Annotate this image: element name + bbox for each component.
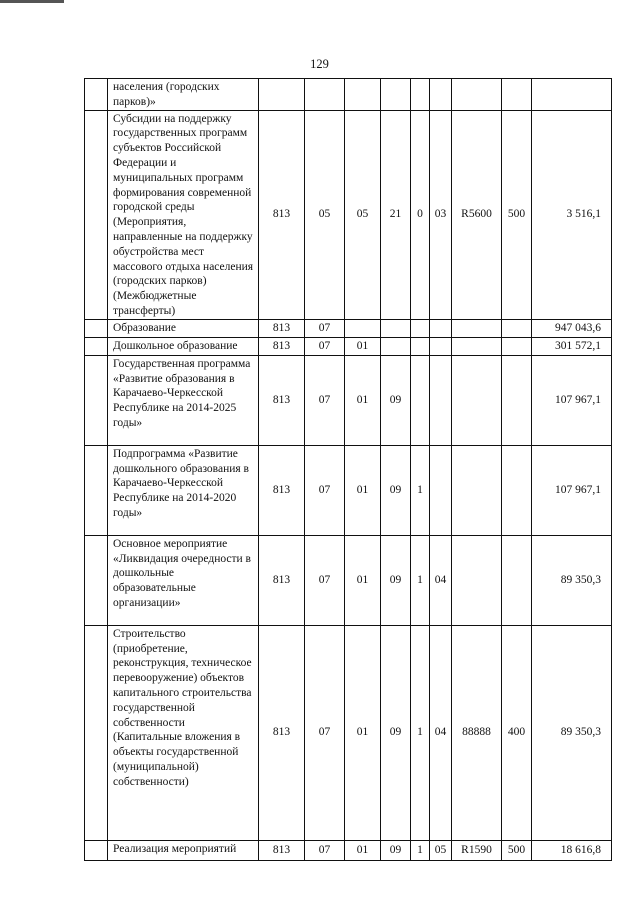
budget-table (84, 78, 612, 861)
program-code-cell (381, 79, 411, 111)
expense-type-cell: 500 (502, 110, 532, 319)
subprogram-code-cell (411, 355, 430, 445)
row-marker-cell (85, 840, 108, 860)
scan-edge-mark (0, 0, 64, 3)
event-code-cell (430, 337, 452, 355)
program-code-cell: 09 (381, 535, 411, 625)
subsection-code-cell (345, 319, 381, 337)
amount-cell: 18 616,8 (532, 840, 612, 860)
section-code-cell (305, 79, 345, 111)
line-item-name: Образование (108, 319, 259, 337)
section-code-cell: 05 (305, 110, 345, 319)
expense-type-cell (502, 535, 532, 625)
program-code-cell (381, 337, 411, 355)
row-marker-cell (85, 445, 108, 535)
amount-cell: 107 967,1 (532, 355, 612, 445)
row-marker-cell (85, 355, 108, 445)
subprogram-code-cell: 1 (411, 445, 430, 535)
admin-code-cell: 813 (259, 319, 305, 337)
subprogram-code-cell (411, 337, 430, 355)
table-row (85, 110, 612, 319)
expense-type-cell (502, 445, 532, 535)
direction-code-cell (452, 355, 502, 445)
direction-code-cell (452, 445, 502, 535)
direction-code-cell (452, 79, 502, 111)
program-code-cell: 09 (381, 355, 411, 445)
admin-code-cell: 813 (259, 625, 305, 840)
table-row (85, 625, 612, 840)
page-number: 129 (310, 57, 329, 71)
event-code-cell (430, 79, 452, 111)
table-row (85, 840, 612, 860)
direction-code-cell: 88888 (452, 625, 502, 840)
subprogram-code-cell: 1 (411, 625, 430, 840)
event-code-cell (430, 319, 452, 337)
admin-code-cell: 813 (259, 337, 305, 355)
admin-code-cell: 813 (259, 535, 305, 625)
admin-code-cell: 813 (259, 840, 305, 860)
line-item-name: населения (городских парков)» (108, 79, 259, 111)
amount-cell: 89 350,3 (532, 535, 612, 625)
expense-type-cell (502, 319, 532, 337)
row-marker-cell (85, 319, 108, 337)
direction-code-cell: R1590 (452, 840, 502, 860)
line-item-name: Реализация мероприятий (108, 840, 259, 860)
amount-cell: 3 516,1 (532, 110, 612, 319)
expense-type-cell (502, 355, 532, 445)
row-marker-cell (85, 79, 108, 111)
table-row (85, 79, 612, 111)
amount-cell: 301 572,1 (532, 337, 612, 355)
amount-cell: 107 967,1 (532, 445, 612, 535)
table-row (85, 445, 612, 535)
event-code-cell: 05 (430, 840, 452, 860)
expense-type-cell (502, 337, 532, 355)
subsection-code-cell: 01 (345, 535, 381, 625)
table-row (85, 535, 612, 625)
direction-code-cell: R5600 (452, 110, 502, 319)
amount-cell (532, 79, 612, 111)
subprogram-code-cell (411, 79, 430, 111)
table-row (85, 337, 612, 355)
row-marker-cell (85, 535, 108, 625)
amount-cell: 947 043,6 (532, 319, 612, 337)
subprogram-code-cell: 1 (411, 840, 430, 860)
section-code-cell: 07 (305, 355, 345, 445)
section-code-cell: 07 (305, 840, 345, 860)
event-code-cell (430, 445, 452, 535)
expense-type-cell: 400 (502, 625, 532, 840)
direction-code-cell (452, 535, 502, 625)
subprogram-code-cell (411, 319, 430, 337)
admin-code-cell (259, 79, 305, 111)
admin-code-cell: 813 (259, 110, 305, 319)
event-code-cell: 04 (430, 625, 452, 840)
table-row (85, 355, 612, 445)
event-code-cell: 04 (430, 535, 452, 625)
subsection-code-cell: 01 (345, 840, 381, 860)
subsection-code-cell: 01 (345, 337, 381, 355)
expense-type-cell: 500 (502, 840, 532, 860)
subprogram-code-cell: 0 (411, 110, 430, 319)
line-item-name: Государственная программа «Развитие образования в Карачаево-Черкесской Республике на 2014-2025 годы» (108, 355, 259, 445)
admin-code-cell: 813 (259, 445, 305, 535)
section-code-cell: 07 (305, 319, 345, 337)
admin-code-cell: 813 (259, 355, 305, 445)
direction-code-cell (452, 337, 502, 355)
subsection-code-cell: 05 (345, 110, 381, 319)
subsection-code-cell (345, 79, 381, 111)
subprogram-code-cell: 1 (411, 535, 430, 625)
program-code-cell: 09 (381, 840, 411, 860)
row-marker-cell (85, 110, 108, 319)
line-item-name: Основное мероприятие «Ликвидация очередности в дошкольные образовательные организации» (108, 535, 259, 625)
event-code-cell: 03 (430, 110, 452, 319)
line-item-name: Подпрограмма «Развитие дошкольного образования в Карачаево-Черкесской Республике на 2014-2020 годы» (108, 445, 259, 535)
line-item-name: Субсидии на поддержку государственных программ субъектов Российской Федерации и муниципальных программ формирования современной городской среды (Мероприятия, направленные на поддержку обустройства мест массового отдыха населения (городских парков) (Межбюджетные трансферты) (108, 110, 259, 319)
row-marker-cell (85, 337, 108, 355)
subsection-code-cell: 01 (345, 445, 381, 535)
expense-type-cell (502, 79, 532, 111)
program-code-cell: 09 (381, 625, 411, 840)
program-code-cell: 21 (381, 110, 411, 319)
table-body (85, 79, 612, 861)
program-code-cell (381, 319, 411, 337)
subsection-code-cell: 01 (345, 355, 381, 445)
program-code-cell: 09 (381, 445, 411, 535)
section-code-cell: 07 (305, 445, 345, 535)
line-item-name: Строительство (приобретение, реконструкция, техническое перевооружение) объектов капитального строительства государственной собственности (Капитальные вложения в объекты государственной (муниципальной) собственности) (108, 625, 259, 840)
section-code-cell: 07 (305, 625, 345, 840)
direction-code-cell (452, 319, 502, 337)
event-code-cell (430, 355, 452, 445)
section-code-cell: 07 (305, 535, 345, 625)
amount-cell: 89 350,3 (532, 625, 612, 840)
row-marker-cell (85, 625, 108, 840)
line-item-name: Дошкольное образование (108, 337, 259, 355)
section-code-cell: 07 (305, 337, 345, 355)
subsection-code-cell: 01 (345, 625, 381, 840)
table-row (85, 319, 612, 337)
